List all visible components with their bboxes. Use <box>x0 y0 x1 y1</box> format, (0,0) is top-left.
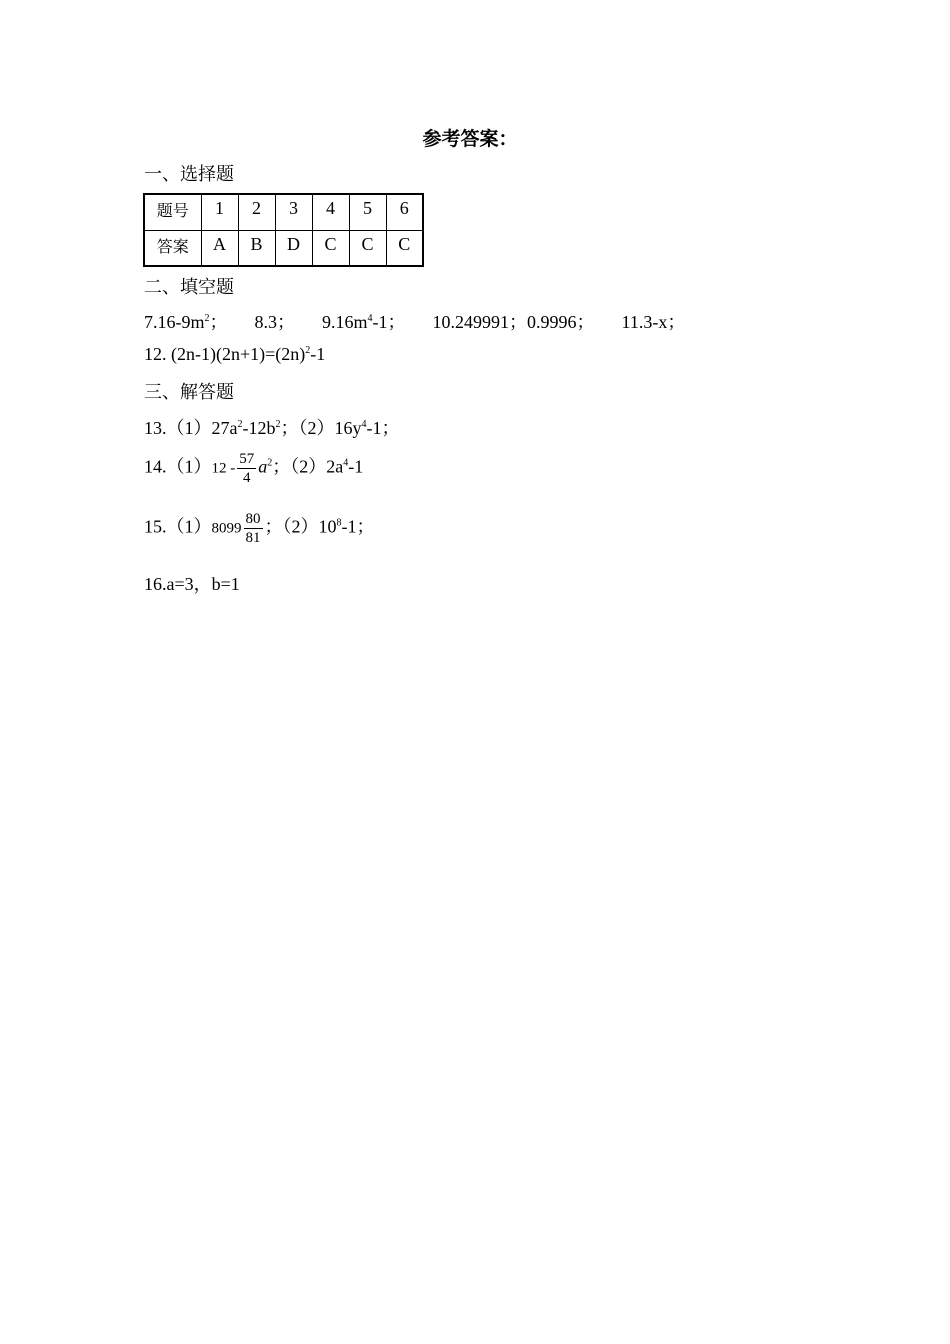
answer-q12-exponent: 2 <box>305 345 311 356</box>
fraction-denominator: 4 <box>243 470 251 486</box>
answer-q14-var-exponent: 2 <box>267 457 273 469</box>
answer-q16-line: 16.a=3，b=1 <box>144 574 240 594</box>
section-heading-fill: 二、填空题 <box>144 277 234 298</box>
answer-q13-prefix: 13.（1）27a <box>144 418 238 438</box>
answer-table <box>143 193 424 267</box>
table-cell-answer: C <box>312 230 349 266</box>
answer-q14-end: -1 <box>348 456 364 477</box>
table-cell-answer: C <box>386 230 423 266</box>
answer-q15-exponent: 8 <box>336 517 342 529</box>
answer-q14-lead: 12 - <box>211 460 236 477</box>
table-cell-number: 3 <box>275 194 312 230</box>
section-heading-choice: 一、选择题 <box>144 164 234 185</box>
answer-q13-line <box>144 414 400 440</box>
answer-q14-part2: ；（2）2a <box>272 456 344 477</box>
answer-q7-end: ； <box>209 312 228 332</box>
answer-q7-exponent: 2 <box>204 313 210 324</box>
answer-q10: 10.249991；0.9996； <box>432 312 595 332</box>
answer-q13-mid: -12b <box>242 418 276 438</box>
answer-q15-line <box>144 510 375 547</box>
answer-q14-line <box>144 450 363 487</box>
answer-q15-part2: ；（2）10 <box>264 516 337 537</box>
fraction-denominator: 81 <box>245 530 261 546</box>
answer-q9-end: -1； <box>372 312 406 332</box>
answer-q13-exponent: 2 <box>275 419 281 430</box>
answer-q14-exponent: 4 <box>343 457 349 469</box>
answer-q13-exponent: 4 <box>361 419 367 430</box>
answer-q7: 7.16-9m <box>144 312 205 332</box>
answer-q15-fraction <box>244 510 263 547</box>
table-row-answers <box>144 230 423 266</box>
fill-answer-q12-line <box>144 344 325 365</box>
table-header-number: 题号 <box>144 194 201 230</box>
answer-q13-part2: ；（2）16y <box>280 418 362 438</box>
answer-q12: 12. (2n-1)(2n+1)=(2n) <box>144 344 306 364</box>
table-cell-number: 6 <box>386 194 423 230</box>
answer-q15-prefix: 15.（1） <box>144 516 212 537</box>
answer-q14-prefix: 14.（1） <box>144 456 212 477</box>
table-header-answer: 答案 <box>144 230 201 266</box>
answer-q9: 9.16m <box>322 312 368 332</box>
page-title: 参考答案： <box>422 128 518 150</box>
table-cell-number: 4 <box>312 194 349 230</box>
fraction-numerator: 80 <box>245 511 261 527</box>
table-cell-answer: D <box>275 230 312 266</box>
answer-q13-end: -1； <box>366 418 400 438</box>
table-cell-answer: A <box>201 230 238 266</box>
section-heading-solve: 三、解答题 <box>144 382 234 403</box>
answer-q11: 11.3-x； <box>621 312 686 332</box>
table-cell-number: 5 <box>349 194 386 230</box>
answer-q13-exponent: 2 <box>237 419 243 430</box>
answer-q8: 8.3； <box>254 312 295 332</box>
fill-answers-line <box>144 308 685 334</box>
answer-q15-whole: 8099 <box>211 520 242 537</box>
answer-q14-fraction <box>237 450 256 487</box>
table-cell-answer: B <box>238 230 275 266</box>
answer-q9-exponent: 4 <box>367 313 373 324</box>
answer-q15-end: -1； <box>341 516 375 537</box>
answer-q12-end: -1 <box>310 344 326 364</box>
table-cell-number: 1 <box>201 194 238 230</box>
table-row-numbers <box>144 194 423 230</box>
table-cell-answer: C <box>349 230 386 266</box>
fraction-numerator: 57 <box>239 451 255 467</box>
table-cell-number: 2 <box>238 194 275 230</box>
answer-q14-variable: a <box>258 456 268 477</box>
